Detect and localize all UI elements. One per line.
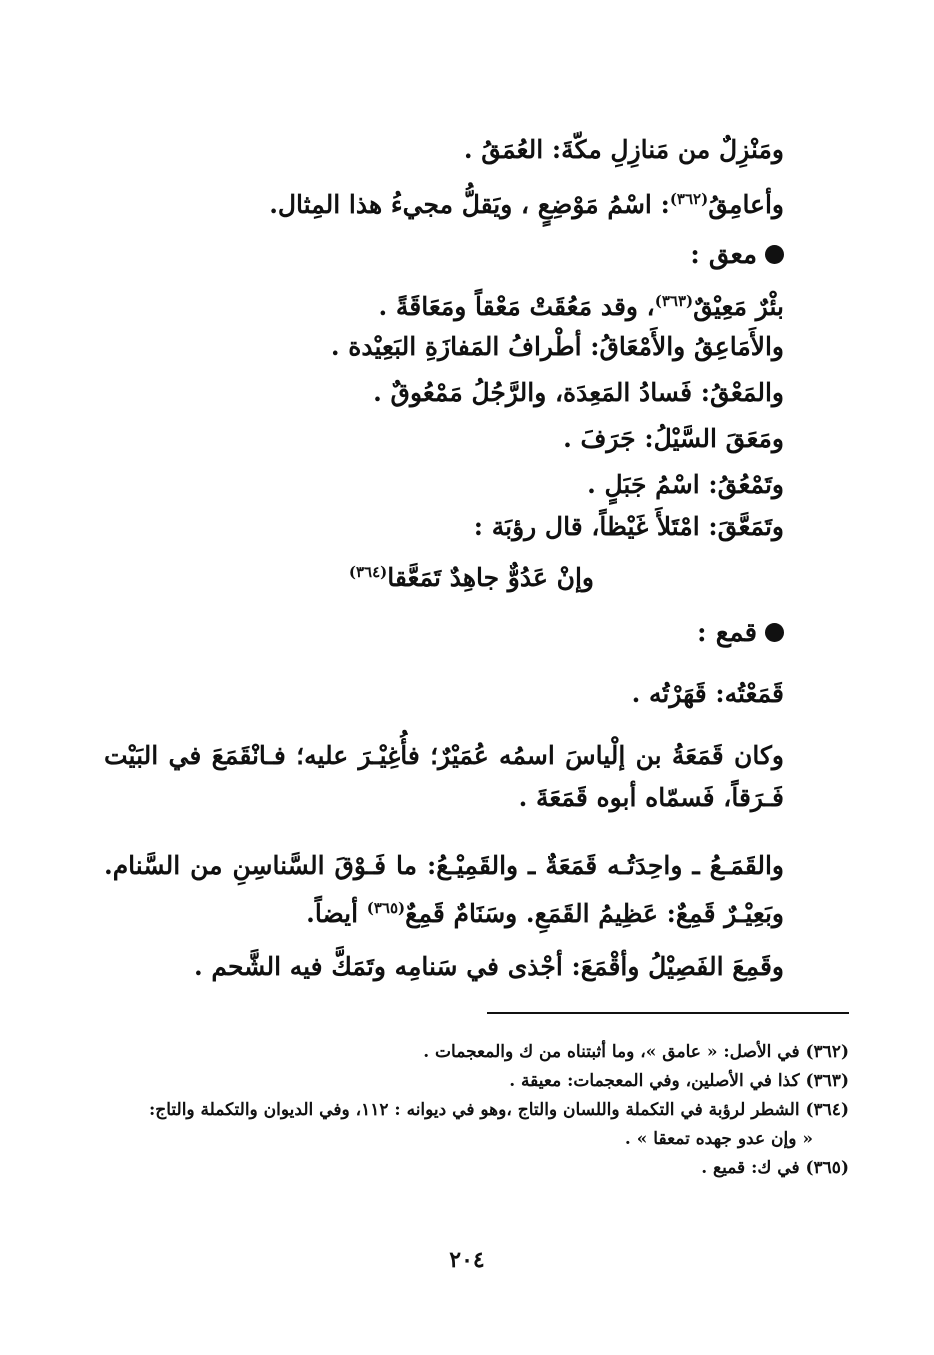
footnote-ref-362[interactable]: (٣٦٢): [669, 190, 709, 208]
footnote-divider: [487, 1012, 849, 1014]
paragraph-qama-hump-text: والقَمَـعُ ـ واحِدَتُـه قَمَعَةٌ ـ والقَمِيْـعُ: ما فَـوْقَ السَّناسِنِ من السَّنام. وبَعِيْـرٌ قَمِعٌ: عَظِيمُ القَمَعِ. وسَنَامٌ قَمِعٌ: [104, 851, 784, 928]
section-heading-qama-text: قمع :: [697, 618, 757, 648]
footnote-ref-363[interactable]: (٣٦٣): [654, 292, 694, 310]
entry-aamiq-definition: : اسْمُ مَوْضِعٍ ، ويَقلُّ مجيءُ هذا المِثال.: [269, 190, 670, 219]
verse-text: وإنْ عَدُوٌّ جاهِدٌ تَمَعَّقا: [387, 563, 594, 592]
footnote-364-continuation: « وإن عدو جهده تمعقا » .: [624, 1129, 813, 1149]
footnote-362: (٣٦٢) في الأصل: « عامق »، وما أثبتناه من ك والمعجمات .: [423, 1042, 849, 1062]
footnotes: [89, 1038, 849, 1183]
entry-line-tamaqqa: وتَمَعَّقَ: امْتَلأَ غَيْظاً، قال رؤبَة :: [473, 512, 784, 541]
entry-line-maq: والمَعْقُ: فَسادُ المَعِدَة، والرَّجُلُ مَمْعُوقٌ .: [373, 378, 784, 407]
bullet-icon: [765, 245, 784, 264]
entry-line-maaqa-alsayl: ومَعَقَ السَّيْلُ: جَرَفَ .: [563, 424, 784, 453]
entry-line-tamuq: وتَمْعُقُ: اسْمُ جَبَلٍ .: [587, 470, 784, 499]
footnote-ref-365[interactable]: (٣٦٥): [366, 899, 406, 917]
entry-line-bir-maiq: [378, 284, 784, 324]
paragraph-qama-hump: [104, 845, 784, 935]
entry-line-qamia-alfasil: وقَمِعَ الفَصِيْلُ وأقْمَعَ: أجْذى في سَنامِه وتَمَكَّ فيه الشَّحم .: [193, 952, 784, 981]
footnote-364: (٣٦٤) الشطر لرؤبة في التكملة واللسان والتاج ،وهو في ديوانه : ١١٢، وفي الديوان والتكملة والتاج:: [148, 1100, 849, 1120]
section-heading-qama: [697, 616, 784, 650]
page-number: ٢٠٤: [449, 1247, 485, 1273]
verse-line: [349, 555, 594, 595]
entry-line-amaiq: والأَمَاعِقُ والأَمْعَاقُ: أطْرافُ المَفازَةِ البَعِيْدة .: [330, 332, 784, 361]
entry-bir-maiq-definition: ، وقد مَعُقَتْ مَعْقاً ومَعَاقَةً .: [378, 292, 655, 321]
entry-aamiq-word: وأعامِقُ: [708, 190, 784, 219]
entry-line-qamatuhu: قَمَعْتُه: قَهَرْتُه .: [631, 679, 784, 708]
entry-line-amaq: ومَنْزِلٌ من مَنازِلِ مكّةَ: العُمَقُ .: [463, 135, 784, 164]
paragraph-qamaa-ibn-ilyas: وكان قَمَعَةُ بن إلْياسَ اسمُه عُمَيْرٌ؛ فأُغِيْـرَ عليه؛ فـانْقَمَعَ في البَيْت فَـرَقاً، فَسمّاه أبوه قَمَعَةَ .: [104, 741, 784, 812]
entry-line-aamiq: [269, 182, 784, 222]
section-heading-maq: [690, 238, 784, 272]
footnote-365: (٣٦٥) في ك: قميع .: [701, 1158, 849, 1178]
footnote-ref-364[interactable]: (٣٦٤): [348, 563, 388, 581]
entry-bir-maiq-word: بئْرٌ مَعِيْقٌ: [693, 292, 784, 321]
bullet-icon: [765, 623, 784, 642]
footnote-363: (٣٦٣) كذا في الأصلين، وفي المعجمات: معيقة .: [509, 1071, 849, 1091]
section-heading-maq-text: معق :: [690, 240, 757, 270]
paragraph-qama-hump-end: أيضاً.: [306, 899, 359, 928]
